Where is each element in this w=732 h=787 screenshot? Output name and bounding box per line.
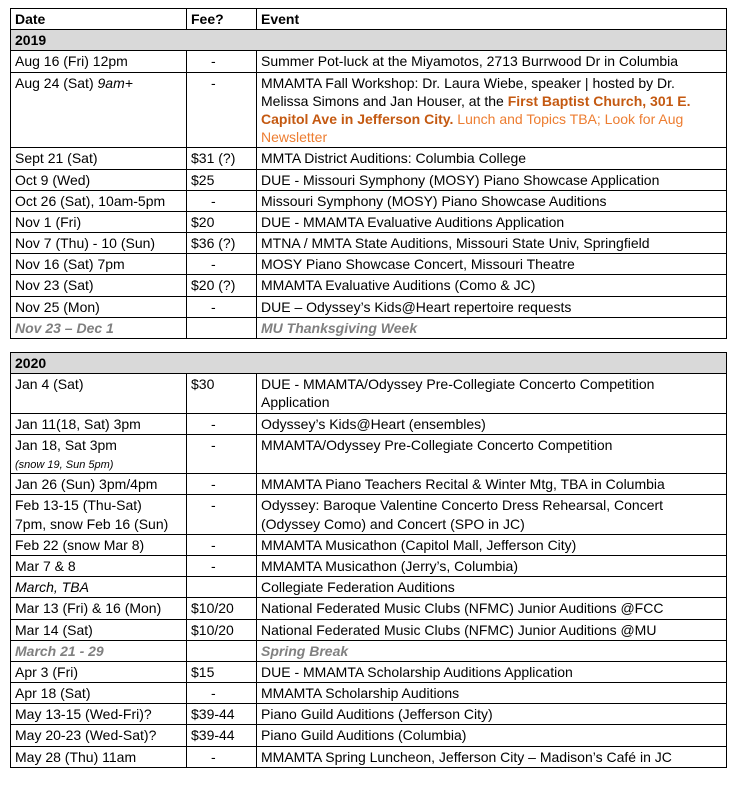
event-cell <box>257 704 727 725</box>
event-row <box>11 169 727 190</box>
event-cell-text: MMAMTA Spring Luncheon, Jefferson City – Madison’s Café in JC <box>261 748 672 765</box>
column-header-date: Date <box>11 9 187 30</box>
date-cell-text: Jan 4 (Sat) <box>15 376 84 393</box>
event-cell-text: Odyssey’s Kids@Heart (ensembles) <box>261 415 486 432</box>
date-cell-text: March, TBA <box>15 579 89 596</box>
date-cell <box>11 148 187 169</box>
fee-cell <box>187 296 257 317</box>
fee-cell-text: - <box>211 557 216 574</box>
date-cell <box>11 51 187 72</box>
date-cell <box>11 577 187 598</box>
event-cell-text: MMAMTA Fall Workshop: Dr. Laura Wiebe, speaker | hosted by Dr. Melissa Simons and Jan Houser, at the <box>261 74 675 109</box>
date-cell-text: Oct 9 (Wed) <box>15 171 91 188</box>
event-cell <box>257 474 727 495</box>
event-cell <box>257 275 727 296</box>
date-cell <box>11 495 187 534</box>
date-cell <box>11 72 187 148</box>
event-row <box>11 683 727 704</box>
event-cell <box>257 495 727 534</box>
date-cell-text: 7pm, snow Feb 16 (Sun) <box>15 515 169 532</box>
tbody-2020 <box>11 353 727 768</box>
date-cell-text: Mar 13 (Fri) & 16 (Mon) <box>15 600 162 617</box>
fee-cell-text: - <box>211 415 216 432</box>
date-cell <box>11 317 187 338</box>
fee-cell-text: - <box>211 497 216 514</box>
fee-cell <box>187 72 257 148</box>
date-cell <box>11 661 187 682</box>
event-row <box>11 190 727 211</box>
fee-cell <box>187 190 257 211</box>
header-row <box>11 9 727 30</box>
event-row <box>11 72 727 148</box>
event-cell <box>257 725 727 746</box>
event-cell-text: MMTA District Auditions: Columbia College <box>261 150 527 167</box>
date-cell-text: May 13-15 (Wed-Fri)? <box>15 706 152 723</box>
event-row <box>11 555 727 576</box>
date-cell-text: Feb 22 (snow Mar 8) <box>15 536 145 553</box>
year-section-row <box>11 353 727 374</box>
fee-cell <box>187 683 257 704</box>
event-row <box>11 211 727 232</box>
date-cell-text: Nov 25 (Mon) <box>15 298 100 315</box>
event-cell-text: Piano Guild Auditions (Columbia) <box>261 727 467 744</box>
event-cell <box>257 374 727 413</box>
fee-cell <box>187 317 257 338</box>
date-cell <box>11 374 187 413</box>
date-cell <box>11 169 187 190</box>
fee-cell <box>187 374 257 413</box>
fee-cell-text: - <box>211 256 216 273</box>
event-cell <box>257 51 727 72</box>
fee-cell-text: - <box>211 748 216 765</box>
date-cell-text: Feb 13-15 (Thu-Sat) <box>15 497 142 514</box>
event-cell-text: Collegiate Federation Auditions <box>261 579 455 596</box>
date-cell <box>11 598 187 619</box>
fee-cell-text: $20 (?) <box>191 277 236 294</box>
date-cell <box>11 211 187 232</box>
event-row <box>11 275 727 296</box>
fee-cell-text: $39-44 <box>191 727 235 744</box>
event-row <box>11 640 727 661</box>
date-cell-text: Oct 26 (Sat), 10am-5pm <box>15 192 166 209</box>
event-cell <box>257 190 727 211</box>
fee-cell-text: $10/20 <box>191 600 234 617</box>
event-row <box>11 534 727 555</box>
event-cell <box>257 434 727 473</box>
fee-cell-text: - <box>211 436 216 453</box>
event-cell <box>257 577 727 598</box>
event-row <box>11 474 727 495</box>
event-cell <box>257 296 727 317</box>
fee-cell-text: - <box>211 74 216 91</box>
fee-cell <box>187 233 257 254</box>
column-header-event: Event <box>257 9 727 30</box>
event-cell-text: National Federated Music Clubs (NFMC) Junior Auditions @MU <box>261 621 657 638</box>
date-cell-text: Jan 11(18, Sat) 3pm <box>15 415 141 432</box>
event-cell <box>257 233 727 254</box>
fee-cell <box>187 577 257 598</box>
fee-cell <box>187 254 257 275</box>
date-cell <box>11 413 187 434</box>
tbody-2019 <box>11 30 727 339</box>
date-cell-text: Sept 21 (Sat) <box>15 150 98 167</box>
date-cell-text: Apr 3 (Fri) <box>15 663 78 680</box>
fee-cell-text: - <box>211 192 216 209</box>
event-row <box>11 233 727 254</box>
fee-cell-text: - <box>211 53 216 70</box>
fee-cell <box>187 275 257 296</box>
fee-cell <box>187 434 257 473</box>
event-cell-text: DUE - MMAMTA/Odyssey Pre-Collegiate Concerto Competition Application <box>261 376 655 411</box>
event-cell <box>257 661 727 682</box>
event-cell <box>257 683 727 704</box>
event-cell-text: DUE - Missouri Symphony (MOSY) Piano Showcase Application <box>261 171 660 188</box>
event-cell-text: Lunch and Topics TBA; Look for Aug Newsletter <box>261 110 684 146</box>
fee-cell <box>187 725 257 746</box>
fee-cell <box>187 495 257 534</box>
date-cell-text: Mar 7 & 8 <box>15 557 76 574</box>
event-row <box>11 148 727 169</box>
event-cell-text: MTNA / MMTA State Auditions, Missouri State Univ, Springfield <box>261 235 650 252</box>
date-cell-text: Aug 16 (Fri) 12pm <box>15 53 128 70</box>
event-cell-text: DUE - MMAMTA Scholarship Auditions Application <box>261 663 573 680</box>
event-cell-text: Odyssey: Baroque Valentine Concerto Dress Rehearsal, Concert (Odyssey Como) and Concert (SPO in JC) <box>261 497 664 532</box>
date-cell <box>11 704 187 725</box>
date-cell <box>11 640 187 661</box>
fee-cell <box>187 598 257 619</box>
event-cell-text: DUE - MMAMTA Evaluative Auditions Application <box>261 213 565 230</box>
date-cell <box>11 619 187 640</box>
fee-cell-text: $30 <box>191 376 215 393</box>
fee-cell <box>187 413 257 434</box>
date-cell-text: (snow 19, Sun 5pm) <box>15 458 114 471</box>
date-cell <box>11 725 187 746</box>
fee-cell <box>187 211 257 232</box>
date-cell-text: Mar 14 (Sat) <box>15 621 93 638</box>
event-cell-text: MMAMTA Piano Teachers Recital & Winter Mtg, TBA in Columbia <box>261 476 665 493</box>
date-cell <box>11 190 187 211</box>
fee-cell <box>187 169 257 190</box>
event-schedule-document <box>10 8 726 768</box>
fee-cell-text: $15 <box>191 663 215 680</box>
date-cell <box>11 296 187 317</box>
event-cell <box>257 534 727 555</box>
fee-cell <box>187 534 257 555</box>
date-cell-text: March 21 - 29 <box>15 642 104 659</box>
fee-cell-text: $10/20 <box>191 621 234 638</box>
table-gap <box>10 339 726 352</box>
event-row <box>11 704 727 725</box>
event-row <box>11 254 727 275</box>
event-cell-text: MMAMTA Musicathon (Jerry’s, Columbia) <box>261 557 518 574</box>
event-row <box>11 296 727 317</box>
date-cell <box>11 746 187 767</box>
event-cell <box>257 413 727 434</box>
event-cell-text: MMAMTA Scholarship Auditions <box>261 685 460 702</box>
date-cell-text: Nov 7 (Thu) - 10 (Sun) <box>15 235 156 252</box>
date-cell <box>11 434 187 473</box>
schedule-table-2019 <box>10 8 727 339</box>
event-row <box>11 317 727 338</box>
event-row <box>11 495 727 534</box>
fee-cell <box>187 704 257 725</box>
event-cell <box>257 619 727 640</box>
event-cell-text: MU Thanksgiving Week <box>261 319 418 336</box>
fee-cell <box>187 746 257 767</box>
fee-cell-text: - <box>211 298 216 315</box>
year-label: 2020 <box>11 353 727 374</box>
event-cell <box>257 598 727 619</box>
date-cell-text: Nov 16 (Sat) 7pm <box>15 256 125 273</box>
event-cell <box>257 317 727 338</box>
date-cell <box>11 233 187 254</box>
fee-cell <box>187 661 257 682</box>
event-cell-text: Piano Guild Auditions (Jefferson City) <box>261 706 493 723</box>
event-cell <box>257 746 727 767</box>
fee-cell <box>187 555 257 576</box>
event-cell-text: DUE – Odyssey’s Kids@Heart repertoire requests <box>261 298 572 315</box>
fee-cell <box>187 148 257 169</box>
event-row <box>11 51 727 72</box>
date-cell <box>11 555 187 576</box>
event-cell <box>257 254 727 275</box>
fee-cell-text: $39-44 <box>191 706 235 723</box>
date-cell <box>11 254 187 275</box>
fee-cell <box>187 474 257 495</box>
event-row <box>11 619 727 640</box>
date-cell-text: Nov 1 (Fri) <box>15 213 82 230</box>
event-row <box>11 661 727 682</box>
event-row <box>11 577 727 598</box>
date-cell <box>11 683 187 704</box>
fee-cell-text: - <box>211 476 216 493</box>
event-cell <box>257 169 727 190</box>
event-cell-text: MMAMTA/Odyssey Pre-Collegiate Concerto Competition <box>261 436 613 453</box>
fee-cell-text: $31 (?) <box>191 150 236 167</box>
fee-cell <box>187 640 257 661</box>
date-cell-text: 9am+ <box>97 74 133 91</box>
event-cell <box>257 211 727 232</box>
event-cell-text: National Federated Music Clubs (NFMC) Junior Auditions @FCC <box>261 600 664 617</box>
schedule-table-2020 <box>10 352 727 768</box>
event-cell-text: First Baptist Church, 301 E. Capitol Ave in Jefferson City. <box>261 92 691 127</box>
event-cell-text: MMAMTA Musicathon (Capitol Mall, Jefferson City) <box>261 536 577 553</box>
date-cell-text: Jan 26 (Sun) 3pm/4pm <box>15 476 158 493</box>
event-cell <box>257 72 727 148</box>
date-cell-text: Nov 23 (Sat) <box>15 277 94 294</box>
date-cell-text: May 20-23 (Wed-Sat)? <box>15 727 157 744</box>
fee-cell-text: $20 <box>191 213 215 230</box>
year-label: 2019 <box>11 30 727 51</box>
event-cell-text: Summer Pot-luck at the Miyamotos, 2713 Burrwood Dr in Columbia <box>261 53 679 70</box>
event-cell <box>257 148 727 169</box>
year-section-row <box>11 30 727 51</box>
event-row <box>11 434 727 473</box>
fee-cell-text: $25 <box>191 171 215 188</box>
event-row <box>11 598 727 619</box>
event-row <box>11 374 727 413</box>
fee-cell-text: - <box>211 536 216 553</box>
date-cell-text: May 28 (Thu) 11am <box>15 748 137 765</box>
date-cell <box>11 534 187 555</box>
event-cell-text: MMAMTA Evaluative Auditions (Como & JC) <box>261 277 536 294</box>
event-row <box>11 746 727 767</box>
date-cell <box>11 275 187 296</box>
fee-cell-text: $36 (?) <box>191 235 236 252</box>
fee-cell <box>187 51 257 72</box>
event-row <box>11 725 727 746</box>
date-cell-text: Nov 23 – Dec 1 <box>15 319 114 336</box>
fee-cell-text: - <box>211 685 216 702</box>
event-cell <box>257 555 727 576</box>
date-cell <box>11 474 187 495</box>
event-cell-text: MOSY Piano Showcase Concert, Missouri Theatre <box>261 256 575 273</box>
column-header-fee: Fee? <box>187 9 257 30</box>
date-cell-text: Apr 18 (Sat) <box>15 685 91 702</box>
date-cell-text: Jan 18, Sat 3pm <box>15 436 117 453</box>
event-cell <box>257 640 727 661</box>
date-cell-text: Aug 24 (Sat) <box>15 74 98 91</box>
fee-cell <box>187 619 257 640</box>
event-cell-text: Spring Break <box>261 642 349 659</box>
event-cell-text: Missouri Symphony (MOSY) Piano Showcase Auditions <box>261 192 607 209</box>
event-row <box>11 413 727 434</box>
